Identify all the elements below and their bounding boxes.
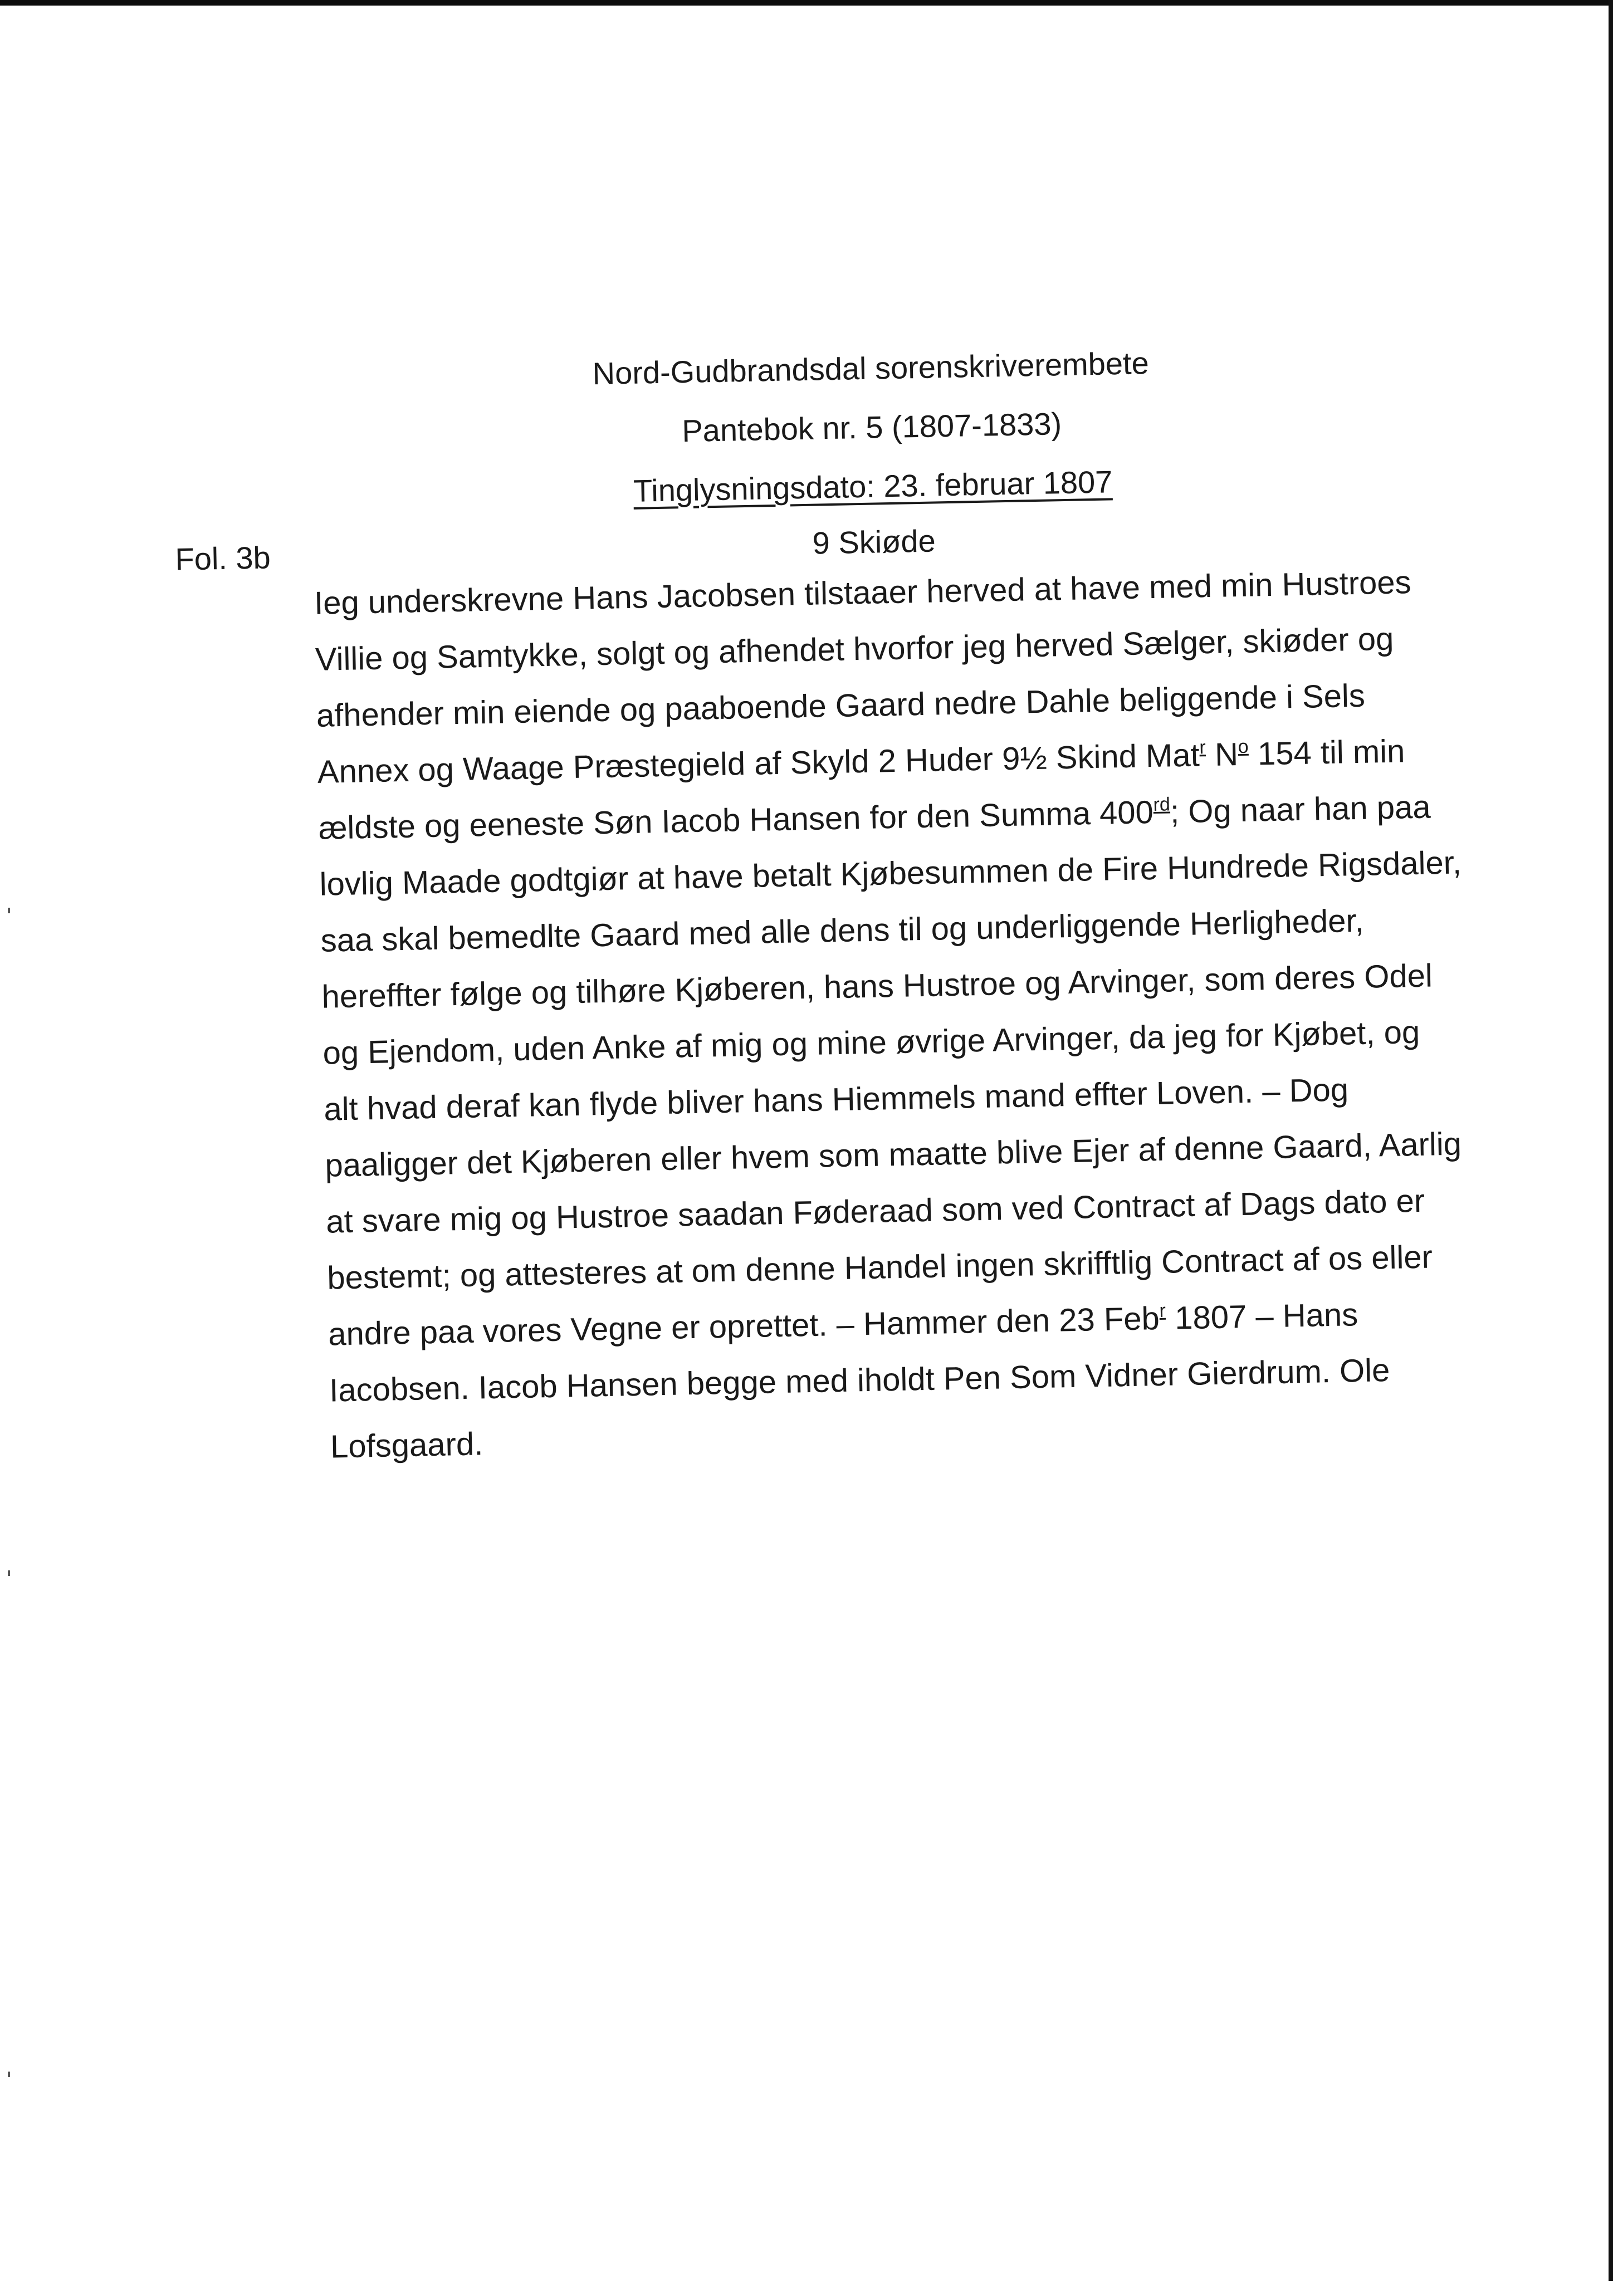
text-line: bestemt; og attesteres at om denne Handel ingen skrifftlig Contract af os eller	[326, 1238, 1433, 1296]
text-segment: ældste og eeneste Søn Iacob Hansen for den Summa 400	[318, 794, 1154, 846]
text-segment: 1807 – Hans	[1165, 1296, 1358, 1337]
superscript: r	[1199, 737, 1206, 758]
text-line: saa skal bemedlte Gaard med alle dens til og underliggende Herligheder,	[320, 902, 1365, 959]
text-segment: andre paa vores Vegne er oprettet. – Hammer den 23 Feb	[328, 1300, 1160, 1353]
text-line: Iacobsen. Iacob Hansen begge med iholdt Pen Som Vidner Gierdrum. Ole	[329, 1352, 1390, 1409]
text-line: Villie og Samtykke, solgt og afhendet hvorfor jeg herved Sælger, skiøder og	[315, 620, 1394, 678]
text-line: lovlig Maade godtgiør at have betalt Kjøbesummen de Fire Hundrede Rigsdaler,	[319, 844, 1462, 903]
deed-text	[314, 552, 1517, 1475]
entry-title: 9 Skiøde	[812, 523, 936, 561]
text-line: alt hvad deraf kan flyde bliver hans Hiemmels mand effter Loven. – Dog	[323, 1071, 1349, 1128]
text-line: og Ejendom, uden Anke af mig og mine øvrige Arvinger, da jeg for Kjøbet, og	[322, 1014, 1420, 1071]
registration-date-text: Tinglysningsdato: 23. februar 1807	[633, 464, 1113, 508]
text-segment: Annex og Waage Præstegield af Skyld 2 Huder 9½ Skind Mat	[317, 737, 1200, 790]
superscript: r	[1159, 1300, 1166, 1321]
registration-date-heading	[0, 454, 1613, 519]
text-line: at svare mig og Hustroe saadan Føderaad som ved Contract af Dags dato er	[325, 1182, 1425, 1240]
book-heading: Pantebok nr. 5 (1807-1833)	[681, 406, 1062, 449]
text-line: Ieg underskrevne Hans Jacobsen tilstaaer herved at have med min Hustroes	[314, 564, 1412, 621]
office-heading: Nord-Gudbrandsdal sorenskriverembete	[592, 345, 1150, 391]
scan-speck	[8, 2072, 10, 2077]
folio-label: Fol. 3b	[174, 540, 271, 577]
text-line: afhender min eiende og paaboende Gaard nedre Dahle beliggende i Sels	[316, 677, 1366, 734]
text-line: paaligger det Kjøberen eller hvem som maatte blive Ejer af denne Gaard, Aarlig	[324, 1125, 1462, 1184]
superscript: o	[1238, 736, 1249, 758]
text-line: hereffter følge og tilhøre Kjøberen, hans Hustroe og Arvinger, som deres Odel	[321, 957, 1433, 1015]
text-line: Lofsgaard.	[330, 1426, 483, 1465]
scan-speck	[8, 1570, 10, 1576]
text-segment: N	[1205, 736, 1239, 774]
text-segment: ; Og naar han paa	[1170, 789, 1431, 830]
text-segment: 154 til min	[1248, 733, 1405, 772]
superscript: rd	[1153, 794, 1171, 816]
